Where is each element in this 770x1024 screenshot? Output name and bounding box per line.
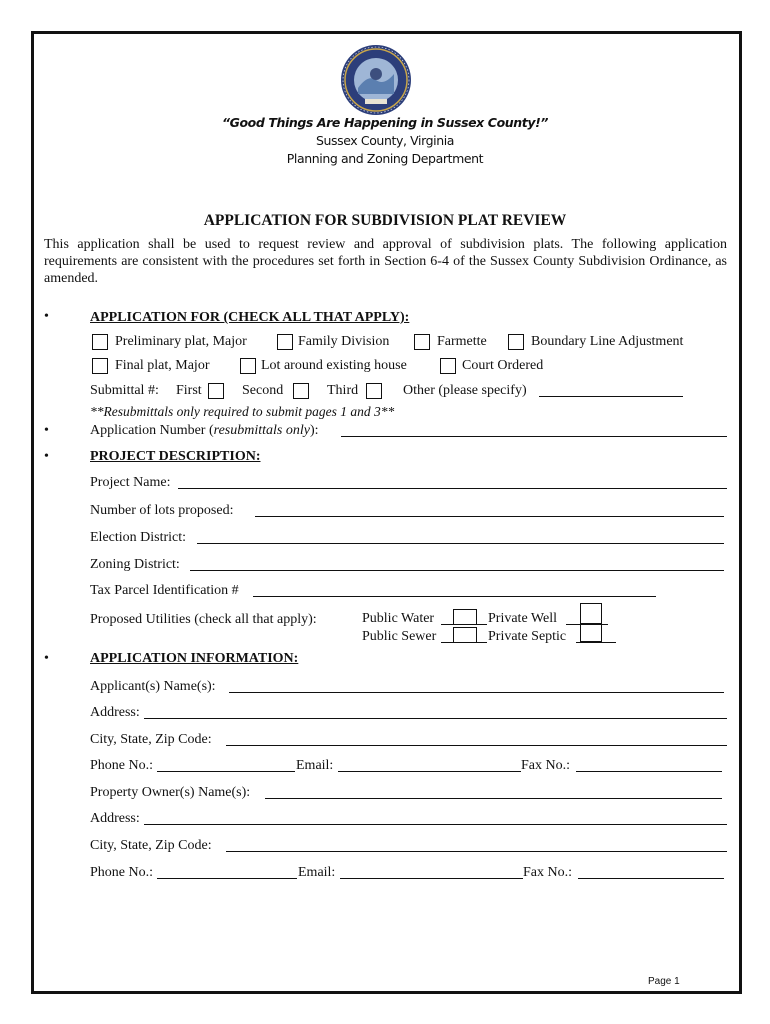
intro-paragraph: This application shall be used to request review and approval of subdivision plats. The following application requirements are consistent with the procedures set forth in Section 6-4 of the Sussex County Subdivision Ordinance, as amended. (44, 237, 727, 286)
bullet: • (44, 423, 49, 438)
applicant-city-label: City, State, Zip Code: (90, 732, 212, 747)
applicant-city-field[interactable] (226, 745, 727, 746)
submittal-first-label: First (176, 383, 202, 398)
submittal-other-field[interactable] (539, 396, 683, 397)
bullet: • (44, 449, 49, 464)
project-name-label: Project Name: (90, 475, 171, 490)
applicant-fax-label: Fax No.: (521, 758, 570, 773)
submittal-second-checkbox[interactable] (293, 383, 309, 399)
submittal-second-label: Second (242, 383, 284, 398)
public-water-checkbox[interactable] (453, 609, 477, 625)
private-septic-checkbox[interactable] (580, 624, 602, 642)
public-sewer-label: Public Sewer (362, 629, 437, 644)
project-name-field[interactable] (178, 488, 727, 489)
lot-around-house-label: Lot around existing house (261, 358, 407, 373)
private-septic-label: Private Septic (488, 629, 567, 644)
owner-fax-label: Fax No.: (523, 865, 572, 880)
lots-proposed-label: Number of lots proposed: (90, 503, 234, 518)
farmette-label: Farmette (437, 334, 487, 349)
owner-email-label: Email: (298, 865, 336, 880)
applicant-email-field[interactable] (338, 771, 521, 772)
application-for-heading: APPLICATION FOR (CHECK ALL THAT APPLY): (90, 310, 410, 325)
court-ordered-label: Court Ordered (462, 358, 544, 373)
public-water-label: Public Water (362, 611, 435, 626)
applicant-address-label: Address: (90, 705, 140, 720)
boundary-line-label: Boundary Line Adjustment (531, 334, 684, 349)
resubmittal-note: **Resubmittals only required to submit pages 1 and 3** (90, 404, 395, 419)
owner-phone-label: Phone No.: (90, 865, 153, 880)
applicant-email-label: Email: (296, 758, 334, 773)
lot-around-house-checkbox[interactable] (240, 358, 256, 374)
submittal-first-checkbox[interactable] (208, 383, 224, 399)
preliminary-plat-label: Preliminary plat, Major (115, 334, 247, 349)
applicant-name-field[interactable] (229, 692, 724, 693)
application-number-label: Application Number (resubmittals only): (90, 423, 319, 438)
zoning-district-field[interactable] (190, 570, 724, 571)
owner-name-field[interactable] (265, 798, 722, 799)
submittal-third-label: Third (327, 383, 359, 398)
final-plat-label: Final plat, Major (115, 358, 210, 373)
owner-name-label: Property Owner(s) Name(s): (90, 785, 251, 800)
private-well-label: Private Well (488, 611, 557, 626)
application-information-heading: APPLICATION INFORMATION: (90, 651, 299, 666)
farmette-checkbox[interactable] (414, 334, 430, 350)
owner-address-field[interactable] (144, 824, 727, 825)
county-name: Sussex County, Virginia (315, 133, 455, 148)
owner-fax-field[interactable] (578, 878, 724, 879)
zoning-district-label: Zoning District: (90, 557, 180, 572)
election-district-label: Election District: (90, 530, 187, 545)
applicant-name-label: Applicant(s) Name(s): (90, 679, 216, 694)
owner-city-label: City, State, Zip Code: (90, 838, 212, 853)
page-number: Page 1 (648, 976, 680, 987)
county-seal (340, 44, 412, 116)
tax-parcel-field[interactable] (253, 596, 656, 597)
owner-address-label: Address: (90, 811, 140, 826)
form-title: APPLICATION FOR SUBDIVISION PLAT REVIEW (203, 212, 567, 229)
applicant-fax-field[interactable] (576, 771, 722, 772)
public-sewer-checkbox[interactable] (453, 627, 477, 643)
lots-proposed-field[interactable] (255, 516, 724, 517)
project-description-heading: PROJECT DESCRIPTION: (90, 449, 261, 464)
boundary-line-checkbox[interactable] (508, 334, 524, 350)
slogan: “Good Things Are Happening in Sussex County!” (221, 115, 549, 130)
submittal-third-checkbox[interactable] (366, 383, 382, 399)
bullet: • (44, 309, 49, 324)
utilities-label: Proposed Utilities (check all that apply): (90, 612, 317, 627)
owner-email-field[interactable] (340, 878, 523, 879)
family-division-checkbox[interactable] (277, 334, 293, 350)
private-septic-line (576, 642, 616, 643)
final-plat-checkbox[interactable] (92, 358, 108, 374)
applicant-phone-field[interactable] (157, 771, 295, 772)
submittal-other-label: Other (please specify) (403, 383, 527, 398)
election-district-field[interactable] (197, 543, 724, 544)
bullet: • (44, 651, 49, 666)
submittal-label: Submittal #: (90, 383, 159, 398)
applicant-address-field[interactable] (144, 718, 727, 719)
family-division-label: Family Division (298, 334, 390, 349)
private-well-checkbox[interactable] (580, 603, 602, 624)
application-number-field[interactable] (341, 436, 727, 437)
court-ordered-checkbox[interactable] (440, 358, 456, 374)
owner-city-field[interactable] (226, 851, 727, 852)
applicant-phone-label: Phone No.: (90, 758, 153, 773)
preliminary-plat-checkbox[interactable] (92, 334, 108, 350)
owner-phone-field[interactable] (157, 878, 297, 879)
department-name: Planning and Zoning Department (286, 151, 484, 166)
tax-parcel-label: Tax Parcel Identification # (90, 583, 239, 598)
